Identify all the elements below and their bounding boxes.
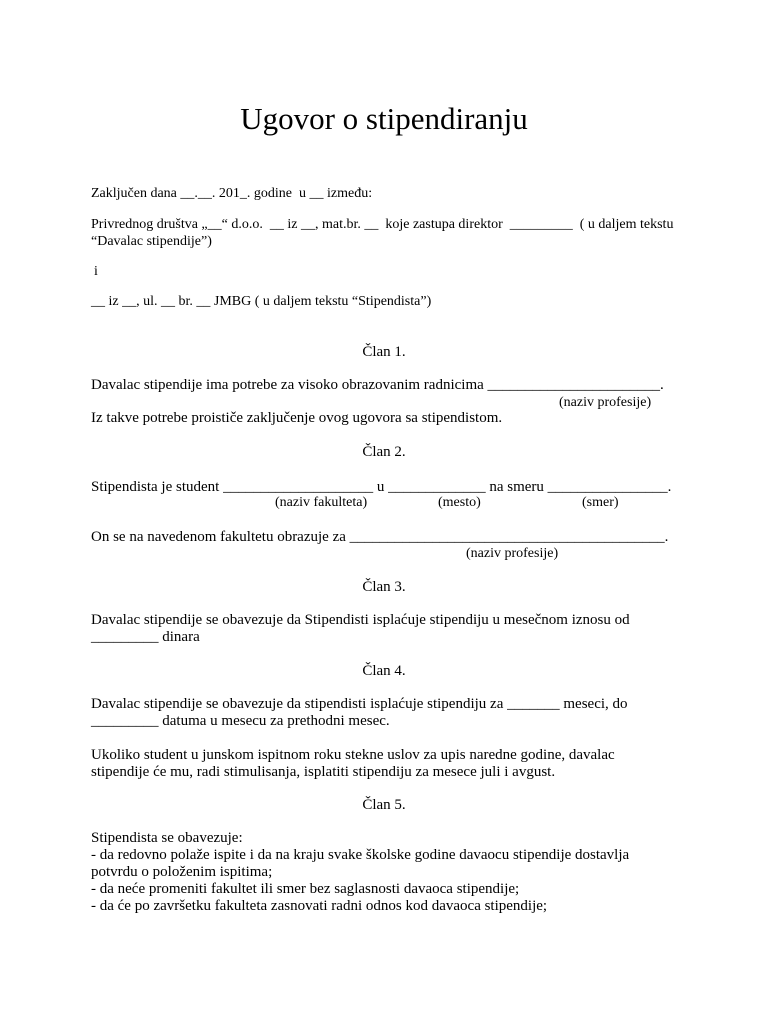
article-4-heading: Član 4.	[362, 663, 406, 679]
article-5-item-3: - da će po završetku fakulteta zasnovati radni odnos kod davaoca stipendije;	[91, 898, 548, 914]
article-2-hint-place: (mesto)	[438, 495, 481, 510]
article-5-intro: Stipendista se obavezuje:	[91, 830, 243, 846]
article-3-heading: Član 3.	[362, 579, 406, 595]
article-3-line-1: Davalac stipendije se obavezuje da Stipendisti isplaćuje stipendiju u mesečnom iznosu od	[91, 612, 630, 628]
article-1-hint-profession: (naziv profesije)	[559, 395, 652, 410]
article-5-heading: Član 5.	[362, 797, 406, 813]
article-1-heading: Član 1.	[362, 344, 406, 360]
document-title: Ugovor o stipendiranju	[240, 101, 528, 136]
company-line-1: Privrednog društva „__“ d.o.o. __ iz __, mat.br. __ koje zastupa direktor _________ ( u daljem tekstu	[91, 217, 674, 232]
article-5-item-1b: potvrdu o položenim ispitima;	[91, 864, 273, 880]
article-4-line-2: _________ datuma u mesecu za prethodni mesec.	[91, 713, 390, 729]
and-connector: i	[94, 264, 98, 279]
article-1-line-2: Iz takve potrebe proističe zaključenje ovog ugovora sa stipendistom.	[91, 410, 503, 426]
article-3-line-2: _________ dinara	[91, 629, 200, 645]
article-2-heading: Član 2.	[362, 444, 406, 460]
article-4-line-1: Davalac stipendije se obavezuje da stipendisti isplaćuje stipendiju za _______ meseci, do	[91, 696, 628, 712]
article-2-hint-profession: (naziv profesije)	[466, 546, 559, 561]
article-4-line-4: stipendije će mu, radi stimulisanja, isplatiti stipendiju za mesece juli i avgust.	[91, 764, 556, 780]
article-2-line-2: On se na navedenom fakultetu obrazuje za __________________________________________.	[91, 529, 669, 545]
article-5-item-1a: - da redovno polaže ispite i da na kraju svake školske godine davaocu stipendije dostavlja	[91, 847, 630, 863]
article-2-hint-course: (smer)	[582, 495, 619, 510]
article-2-line-1: Stipendista je student ____________________ u _____________ na smeru ________________.	[91, 479, 672, 495]
company-line-2: “Davalac stipendije”)	[91, 234, 212, 249]
article-1-line-1: Davalac stipendije ima potrebe za visoko obrazovanim radnicima _______________________.	[91, 377, 664, 393]
concluded-line: Zaključen dana __.__. 201_. godine u __ između:	[91, 186, 373, 201]
article-2-hint-faculty: (naziv fakulteta)	[275, 495, 368, 510]
student-line: __ iz __, ul. __ br. __ JMBG ( u daljem tekstu “Stipendista”)	[91, 294, 432, 309]
article-4-line-3: Ukoliko student u junskom ispitnom roku stekne uslov za upis naredne godine, davalac	[91, 747, 615, 763]
article-5-item-2: - da neće promeniti fakultet ili smer bez saglasnosti davaoca stipendije;	[91, 881, 520, 897]
